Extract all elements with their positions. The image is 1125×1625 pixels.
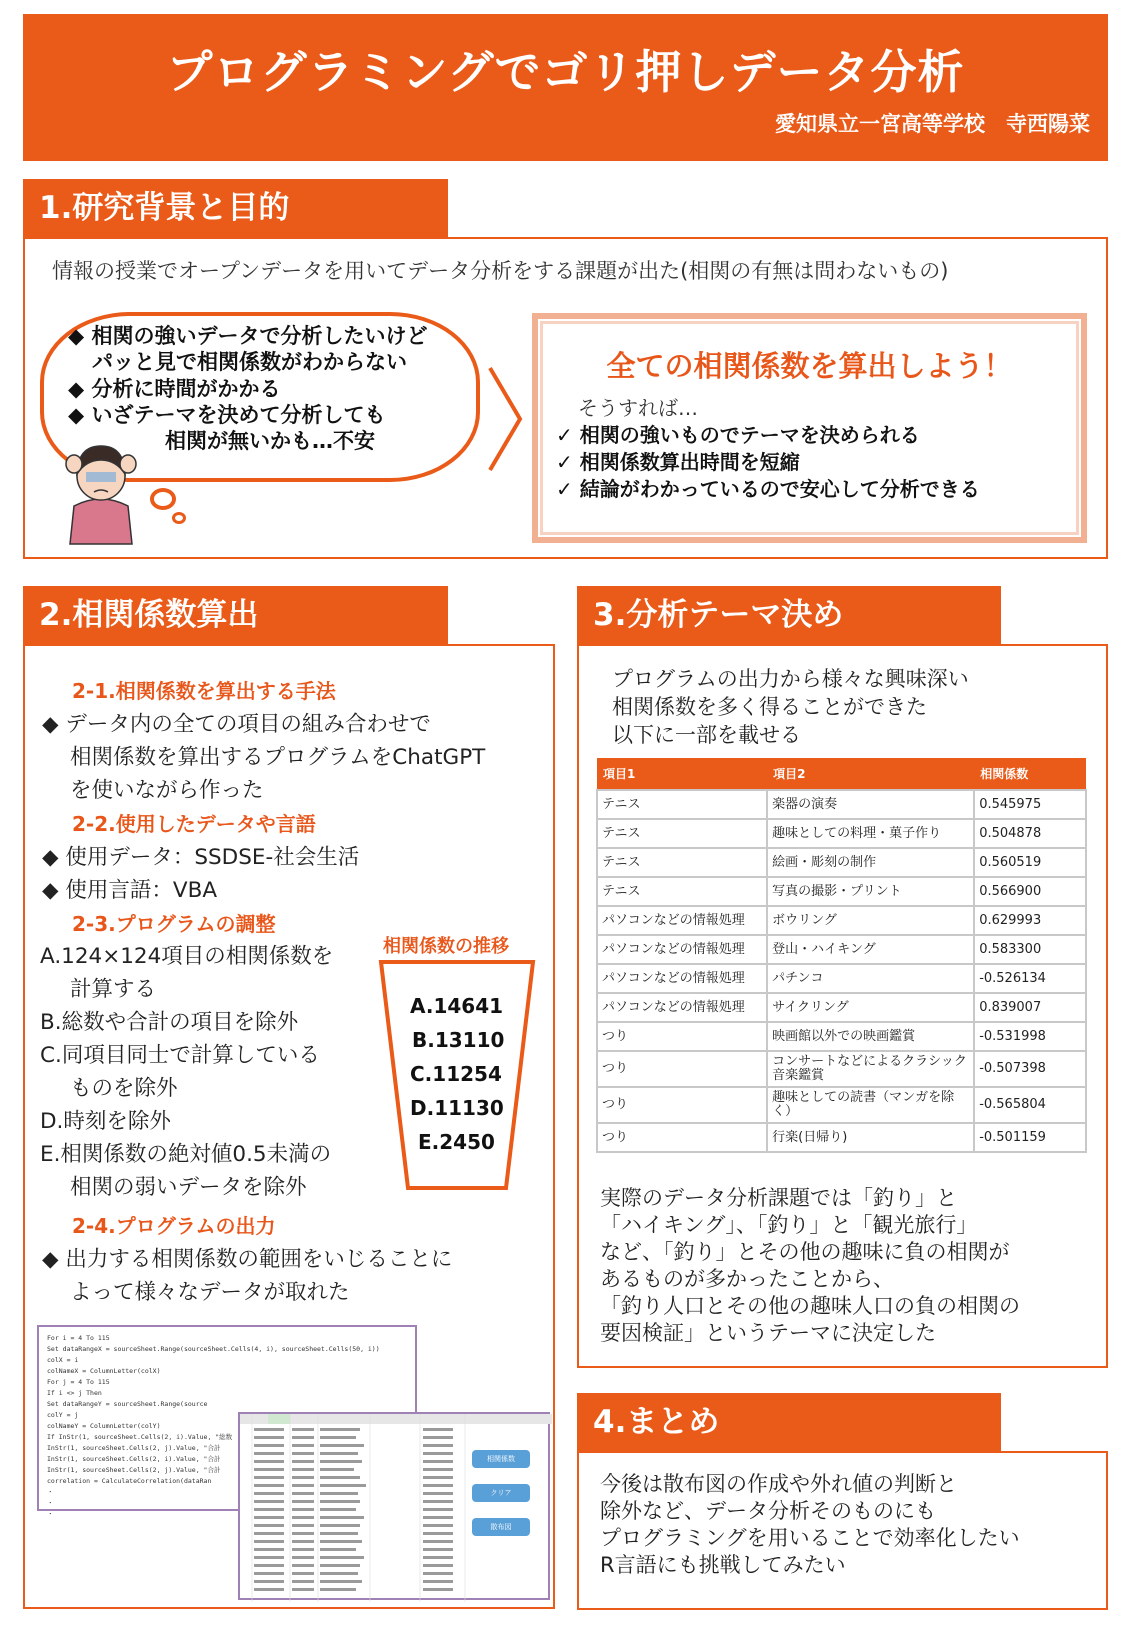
table-cell: サイクリング bbox=[767, 993, 974, 1022]
code-line: Set dataRangeX = sourceSheet.Range(sourceSheet.Cells(4, i), sourceSheet.Cells(50, i)) bbox=[47, 1345, 380, 1353]
table-cell: 0.583300 bbox=[974, 935, 1086, 964]
table-row bbox=[597, 790, 1086, 819]
adjustment-line: 計算する bbox=[70, 977, 157, 1002]
table-header-cell: 項目2 bbox=[767, 758, 974, 790]
transition-value: B.13110 bbox=[412, 1028, 505, 1052]
code-line: colNameY = ColumnLetter(colY) bbox=[47, 1422, 161, 1430]
section2-heading: 2.相関係数算出 bbox=[23, 586, 448, 644]
spreadsheet-screenshot bbox=[238, 1412, 550, 1600]
table-cell: パソコンなどの情報処理 bbox=[597, 964, 767, 993]
table-cell: つり bbox=[597, 1123, 767, 1152]
benefit-item: ✓ 相関の強いものでテーマを決められる bbox=[556, 423, 920, 447]
method-line: ◆ データ内の全ての項目の組み合わせで bbox=[42, 712, 431, 737]
table-cell: 登山・ハイキング bbox=[767, 935, 974, 964]
callout-subtitle: そうすれば… bbox=[578, 396, 698, 420]
code-line: colX = i bbox=[47, 1356, 79, 1364]
table-cell: テニス bbox=[597, 819, 767, 848]
table-cell: 楽器の演奏 bbox=[767, 790, 974, 819]
conclusion-line: 要因検証」というテーマに決定した bbox=[600, 1321, 936, 1345]
worry-item: パッと見で相関係数がわからない bbox=[92, 350, 407, 374]
worry-item: ◆ いざテーマを決めて分析しても bbox=[68, 403, 386, 427]
table-cell: 映画館以外での映画鑑賞 bbox=[767, 1022, 974, 1051]
subsection-heading: 2-2.使用したデータや言語 bbox=[72, 812, 316, 836]
table-cell: つり bbox=[597, 1022, 767, 1051]
table-cell: 0.839007 bbox=[974, 993, 1086, 1022]
conclusion-line: あるものが多かったことから、 bbox=[600, 1267, 894, 1291]
worry-item: 相関が無いかも…不安 bbox=[165, 429, 375, 453]
clear-button: クリア bbox=[472, 1484, 530, 1502]
conclusion-line: など、「釣り」とその他の趣味に負の相関が bbox=[600, 1240, 1010, 1264]
benefit-item: ✓ 結論がわかっているので安心して分析できる bbox=[556, 477, 980, 501]
callout-title: 全ての相関係数を算出しよう！ bbox=[606, 349, 1013, 383]
table-cell: つり bbox=[597, 1051, 767, 1087]
table-cell: パソコンなどの情報処理 bbox=[597, 906, 767, 935]
code-line: correlation = CalculateCorrelation(dataRan bbox=[47, 1477, 212, 1485]
table-cell: パソコンなどの情報処理 bbox=[597, 993, 767, 1022]
table-cell: 行楽(日帰り) bbox=[767, 1123, 974, 1152]
code-line: colNameX = ColumnLetter(colX) bbox=[47, 1367, 161, 1375]
summary-line: R言語にも挑戦してみたい bbox=[600, 1553, 846, 1577]
thought-bubble-dot bbox=[150, 488, 176, 510]
conclusion-line: 「釣り人口とその他の趣味人口の負の相関の bbox=[600, 1294, 1020, 1318]
table-row bbox=[597, 935, 1086, 964]
subsection-heading: 2-3.プログラムの調整 bbox=[72, 912, 276, 936]
code-line: Set dataRangeY = sourceSheet.Range(source bbox=[47, 1400, 208, 1408]
table-row bbox=[597, 819, 1086, 848]
summary-line: 今後は散布図の作成や外れ値の判断と bbox=[600, 1472, 957, 1496]
table-row bbox=[597, 1051, 1086, 1087]
transition-value: D.11130 bbox=[410, 1096, 504, 1120]
worry-item: ◆ 相関の強いデータで分析したいけど bbox=[68, 324, 428, 348]
adjustment-line: ものを除外 bbox=[70, 1076, 178, 1101]
section3-intro-line: 相関係数を多く得ることができた bbox=[612, 695, 927, 719]
table-row bbox=[597, 964, 1086, 993]
table-header-row bbox=[597, 758, 1086, 790]
section1-intro: 情報の授業でオープンデータを用いてデータ分析をする課題が出た(相関の有無は問わないもの) bbox=[52, 259, 949, 283]
table-cell: 絵画・彫刻の制作 bbox=[767, 848, 974, 877]
data-used-line: ◆ 使用データ：SSDSE-社会生活 bbox=[42, 845, 360, 870]
table-row bbox=[597, 993, 1086, 1022]
table-cell: つり bbox=[597, 1087, 767, 1123]
summary-line: プログラミングを用いることで効率化したい bbox=[600, 1526, 1020, 1550]
adjustment-line: A.124×124項目の相関係数を bbox=[40, 944, 334, 969]
code-line: If i <> j Then bbox=[47, 1389, 102, 1397]
subsection-heading: 2-4.プログラムの出力 bbox=[72, 1214, 276, 1238]
adjustment-line: D.時刻を除外 bbox=[40, 1109, 171, 1134]
table-row bbox=[597, 1022, 1086, 1051]
table-cell: テニス bbox=[597, 877, 767, 906]
code-line: For i = 4 To 115 bbox=[47, 1334, 110, 1342]
code-line: ・ bbox=[47, 1510, 54, 1518]
table-cell: テニス bbox=[597, 848, 767, 877]
summary-line: 除外など、データ分析そのものにも bbox=[600, 1499, 936, 1523]
table-cell: 0.504878 bbox=[974, 819, 1086, 848]
table-cell: 0.545975 bbox=[974, 790, 1086, 819]
code-line: ・ bbox=[47, 1499, 54, 1507]
table-row bbox=[597, 906, 1086, 935]
spreadsheet-grid bbox=[240, 1414, 552, 1602]
section3-heading: 3.分析テーマ決め bbox=[577, 586, 1001, 644]
transition-value: A.14641 bbox=[410, 994, 504, 1018]
benefit-item: ✓ 相関係数算出時間を短縮 bbox=[556, 450, 800, 474]
table-cell: -0.531998 bbox=[974, 1022, 1086, 1051]
table-cell: テニス bbox=[597, 790, 767, 819]
adjustment-line: B.総数や合計の項目を除外 bbox=[40, 1010, 299, 1035]
table-cell: 写真の撮影・プリント bbox=[767, 877, 974, 906]
code-line: InStr(1, sourceSheet.Cells(2, i).Value, "合計 bbox=[47, 1455, 221, 1463]
table-cell: 趣味としての料理・菓子作り bbox=[767, 819, 974, 848]
transition-value: E.2450 bbox=[418, 1130, 495, 1154]
adjustment-line: 相関の弱いデータを除外 bbox=[70, 1175, 307, 1200]
table-row bbox=[597, 1123, 1086, 1152]
method-line: 相関係数を算出するプログラムをChatGPT bbox=[70, 745, 486, 770]
table-cell: 0.629993 bbox=[974, 906, 1086, 935]
table-row bbox=[597, 1087, 1086, 1123]
adjustment-line: C.同項目同士で計算している bbox=[40, 1043, 320, 1068]
table-row bbox=[597, 848, 1086, 877]
section1-heading: 1.研究背景と目的 bbox=[23, 179, 448, 237]
table-cell: -0.526134 bbox=[974, 964, 1086, 993]
output-line: ◆ 出力する相関係数の範囲をいじることに bbox=[42, 1247, 453, 1272]
table-cell: -0.501159 bbox=[974, 1123, 1086, 1152]
correlation-button: 相関係数 bbox=[472, 1450, 530, 1468]
adjustment-line: E.相関係数の絶対値0.5未満の bbox=[40, 1142, 332, 1167]
table-cell: ボウリング bbox=[767, 906, 974, 935]
subsection-heading: 2-1.相関係数を算出する手法 bbox=[72, 679, 336, 703]
author-line: 愛知県立一宮高等学校 寺西陽菜 bbox=[775, 112, 1090, 136]
output-line: よって様々なデータが取れた bbox=[70, 1280, 350, 1305]
code-line: colY = j bbox=[47, 1411, 79, 1419]
code-line: If InStr(1, sourceSheet.Cells(2, i).Value, "総数 bbox=[47, 1433, 233, 1441]
table-cell: 趣味としての読書（マンガを除く） bbox=[767, 1087, 974, 1123]
table-cell: -0.565804 bbox=[974, 1087, 1086, 1123]
transition-value: C.11254 bbox=[410, 1062, 502, 1086]
worry-item: ◆ 分析に時間がかかる bbox=[68, 377, 281, 401]
code-line: ・ bbox=[47, 1488, 54, 1496]
poster-title: プログラミングでゴリ押しデータ分析 bbox=[166, 45, 965, 99]
code-line: InStr(1, sourceSheet.Cells(2, j).Value, "合計 bbox=[47, 1466, 221, 1474]
table-cell: -0.507398 bbox=[974, 1051, 1086, 1087]
conclusion-line: 「ハイキング」、「釣り」と「観光旅行」 bbox=[600, 1213, 978, 1237]
scatter-plot-button: 散布図 bbox=[472, 1518, 530, 1536]
code-line: For j = 4 To 115 bbox=[47, 1378, 110, 1386]
table-cell: コンサートなどによるクラシック音楽鑑賞 bbox=[767, 1051, 974, 1087]
correlation-table bbox=[596, 758, 1087, 1153]
table-row bbox=[597, 877, 1086, 906]
section3-intro-line: 以下に一部を載せる bbox=[612, 723, 801, 747]
section4-heading: 4.まとめ bbox=[577, 1393, 1001, 1451]
worried-student-illustration bbox=[58, 428, 144, 544]
title-banner bbox=[23, 14, 1108, 161]
lang-used-line: ◆ 使用言語：VBA bbox=[42, 878, 218, 903]
conclusion-line: 実際のデータ分析課題では「釣り」と bbox=[600, 1186, 957, 1210]
chevron-right-icon bbox=[486, 364, 526, 474]
table-header-cell: 相関係数 bbox=[974, 758, 1086, 790]
table-header-cell: 項目1 bbox=[597, 758, 767, 790]
thought-bubble-dot bbox=[172, 512, 186, 524]
section3-intro-line: プログラムの出力から様々な興味深い bbox=[612, 667, 969, 691]
table-cell: パソコンなどの情報処理 bbox=[597, 935, 767, 964]
table-cell: 0.560519 bbox=[974, 848, 1086, 877]
table-cell: パチンコ bbox=[767, 964, 974, 993]
transition-title: 相関係数の推移 bbox=[383, 936, 509, 957]
method-line: を使いながら作った bbox=[70, 778, 264, 803]
code-line: InStr(1, sourceSheet.Cells(2, j).Value, "合計 bbox=[47, 1444, 221, 1452]
table-cell: 0.566900 bbox=[974, 877, 1086, 906]
